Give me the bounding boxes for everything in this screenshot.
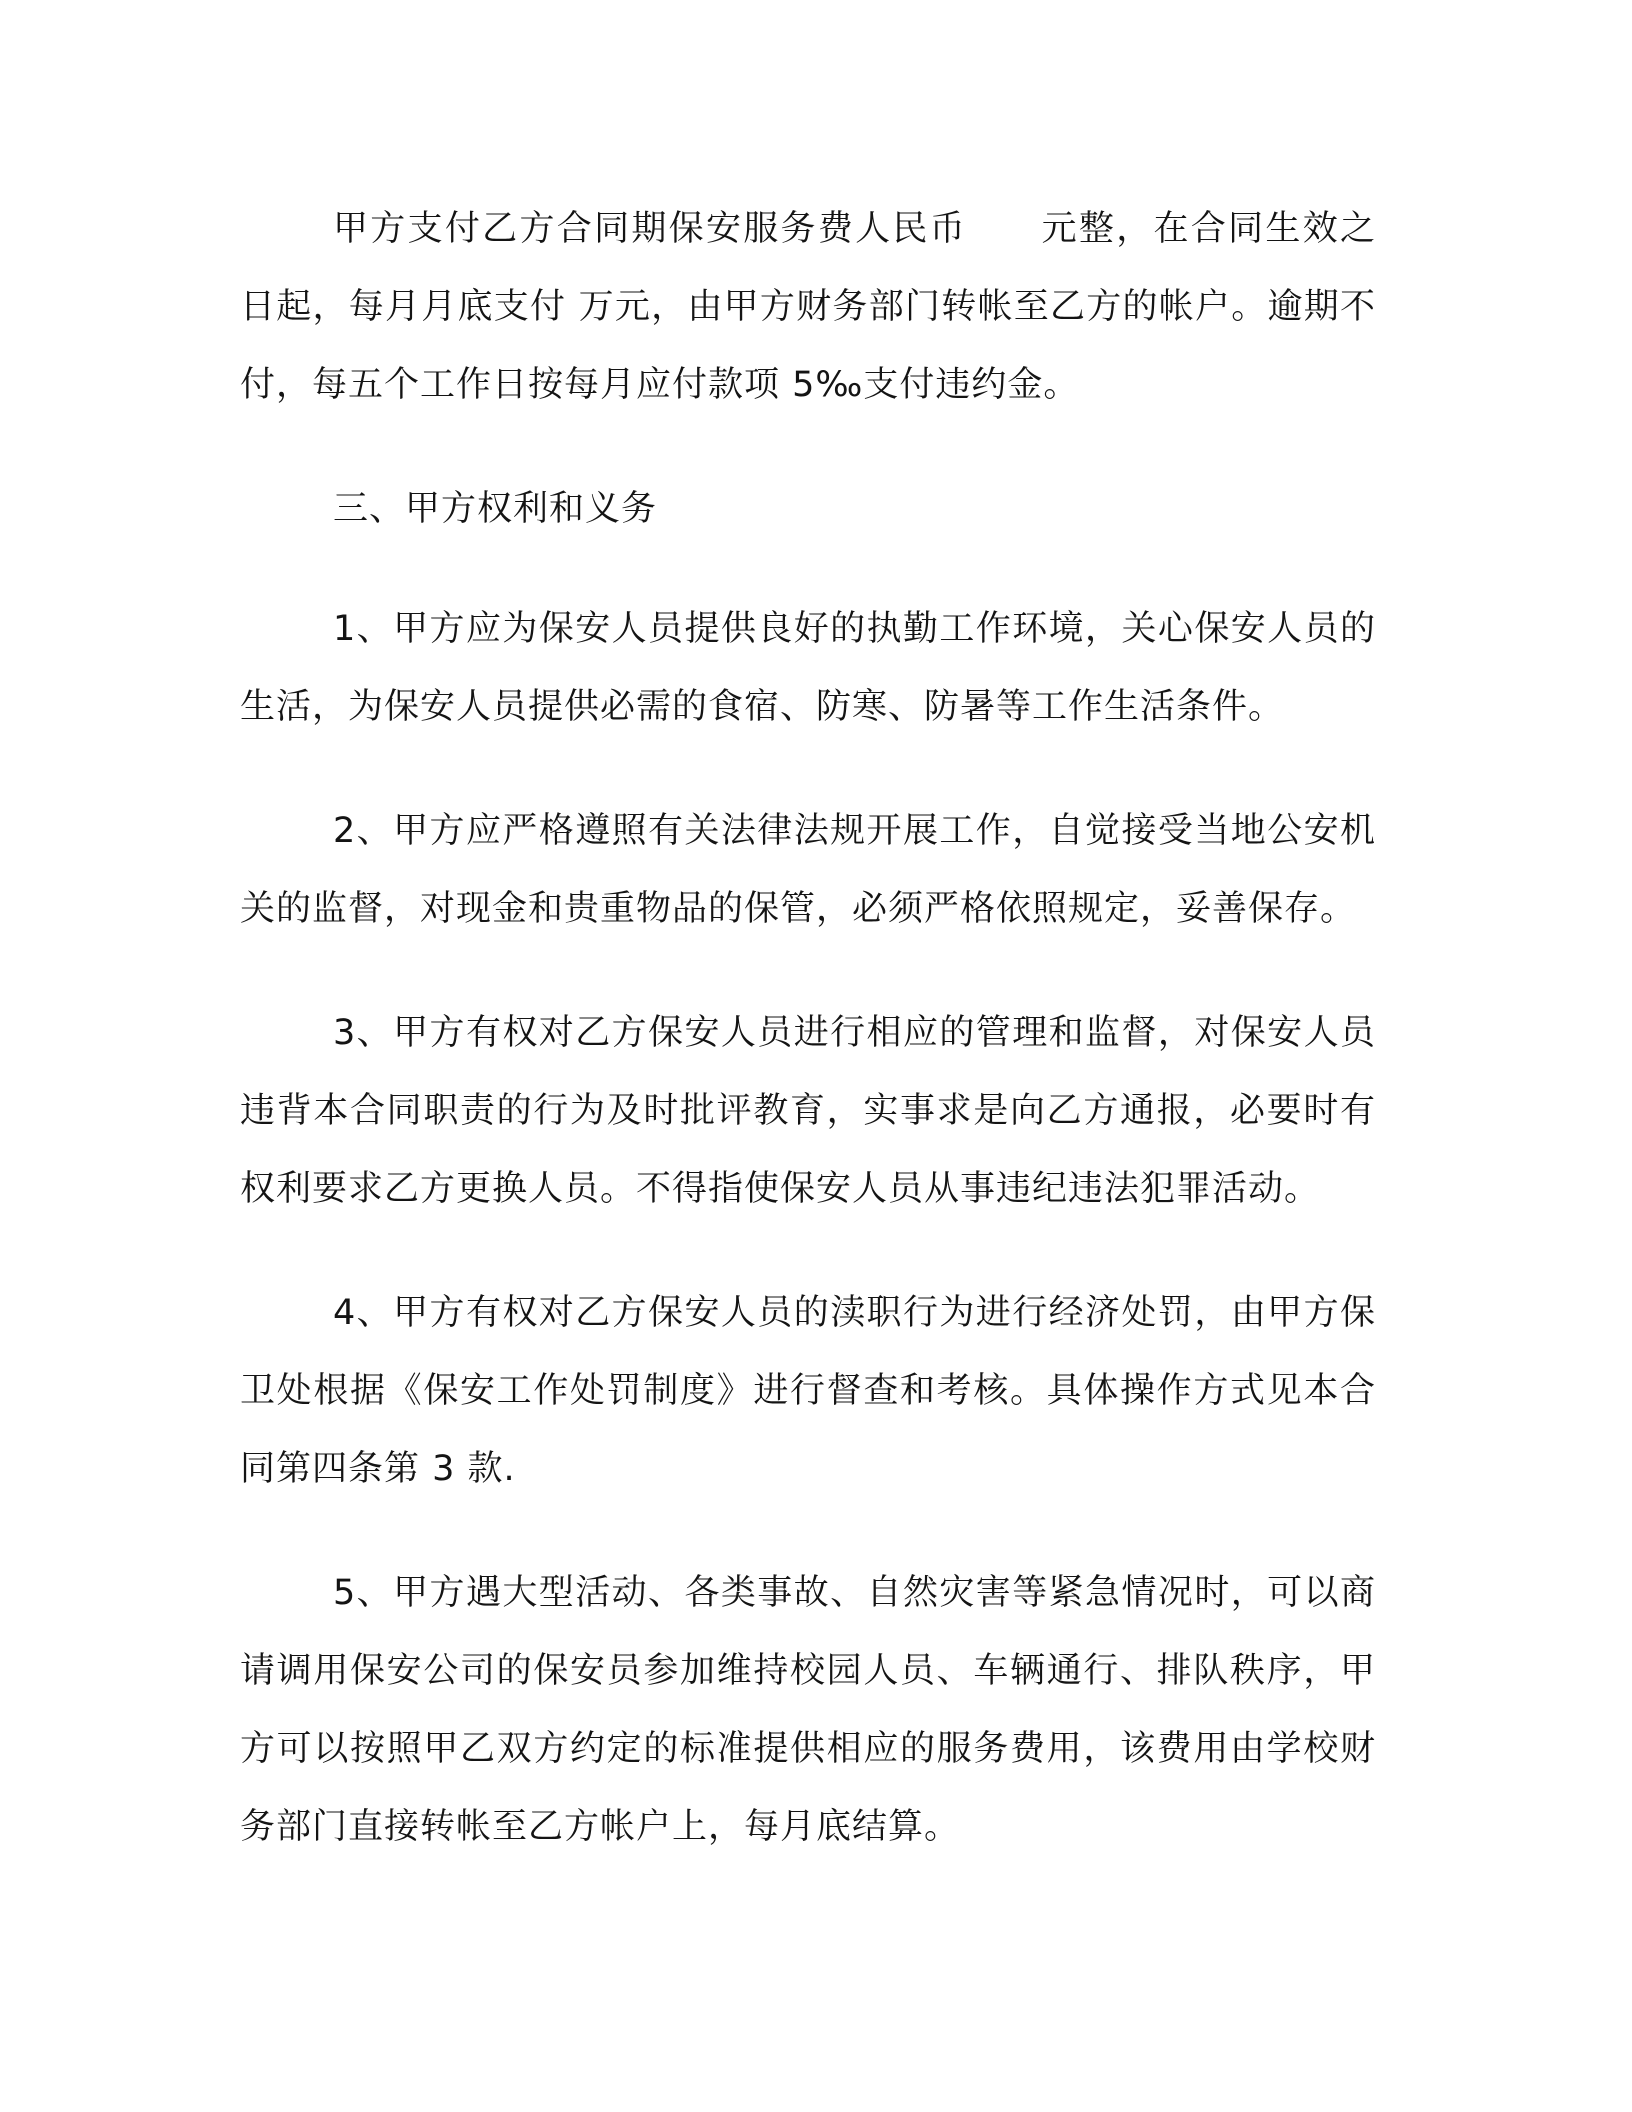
clause-1: 1、甲方应为保安人员提供良好的执勤工作环境，关心保安人员的生活，为保安人员提供必需的食宿、防寒、防暑等工作生活条件。 (240, 609, 1376, 727)
clause-4: 4、甲方有权对乙方保安人员的渎职行为进行经济处罚，由甲方保卫处根据《保安工作处罚制度》进行督查和考核。具体操作方式见本合同第四条第 3 款. (240, 1293, 1376, 1489)
payment-paragraph: 甲方支付乙方合同期保安服务费人民币 元整，在合同生效之日起，每月月底支付 万元，由甲方财务部门转帐至乙方的帐户。逾期不付，每五个工作日按每月应付款项 5‰支付违约金。 (240, 209, 1376, 405)
clause-3: 3、甲方有权对乙方保安人员进行相应的管理和监督，对保安人员违背本合同职责的行为及时批评教育，实事求是向乙方通报，必要时有权利要求乙方更换人员。不得指使保安人员从事违纪违法犯罪活动。 (240, 1013, 1376, 1209)
clause-2: 2、甲方应严格遵照有关法律法规开展工作，自觉接受当地公安机关的监督，对现金和贵重物品的保管，必须严格依照规定，妥善保存。 (240, 811, 1376, 929)
document-body (240, 190, 1376, 1912)
clause-5: 5、甲方遇大型活动、各类事故、自然灾害等紧急情况时，可以商请调用保安公司的保安员参加维持校园人员、车辆通行、排队秩序，甲方可以按照甲乙双方约定的标准提供相应的服务费用，该费用由学校财务部门直接转帐至乙方帐户上，每月底结算。 (240, 1573, 1376, 1847)
section-heading: 三、甲方权利和义务 (333, 489, 658, 529)
